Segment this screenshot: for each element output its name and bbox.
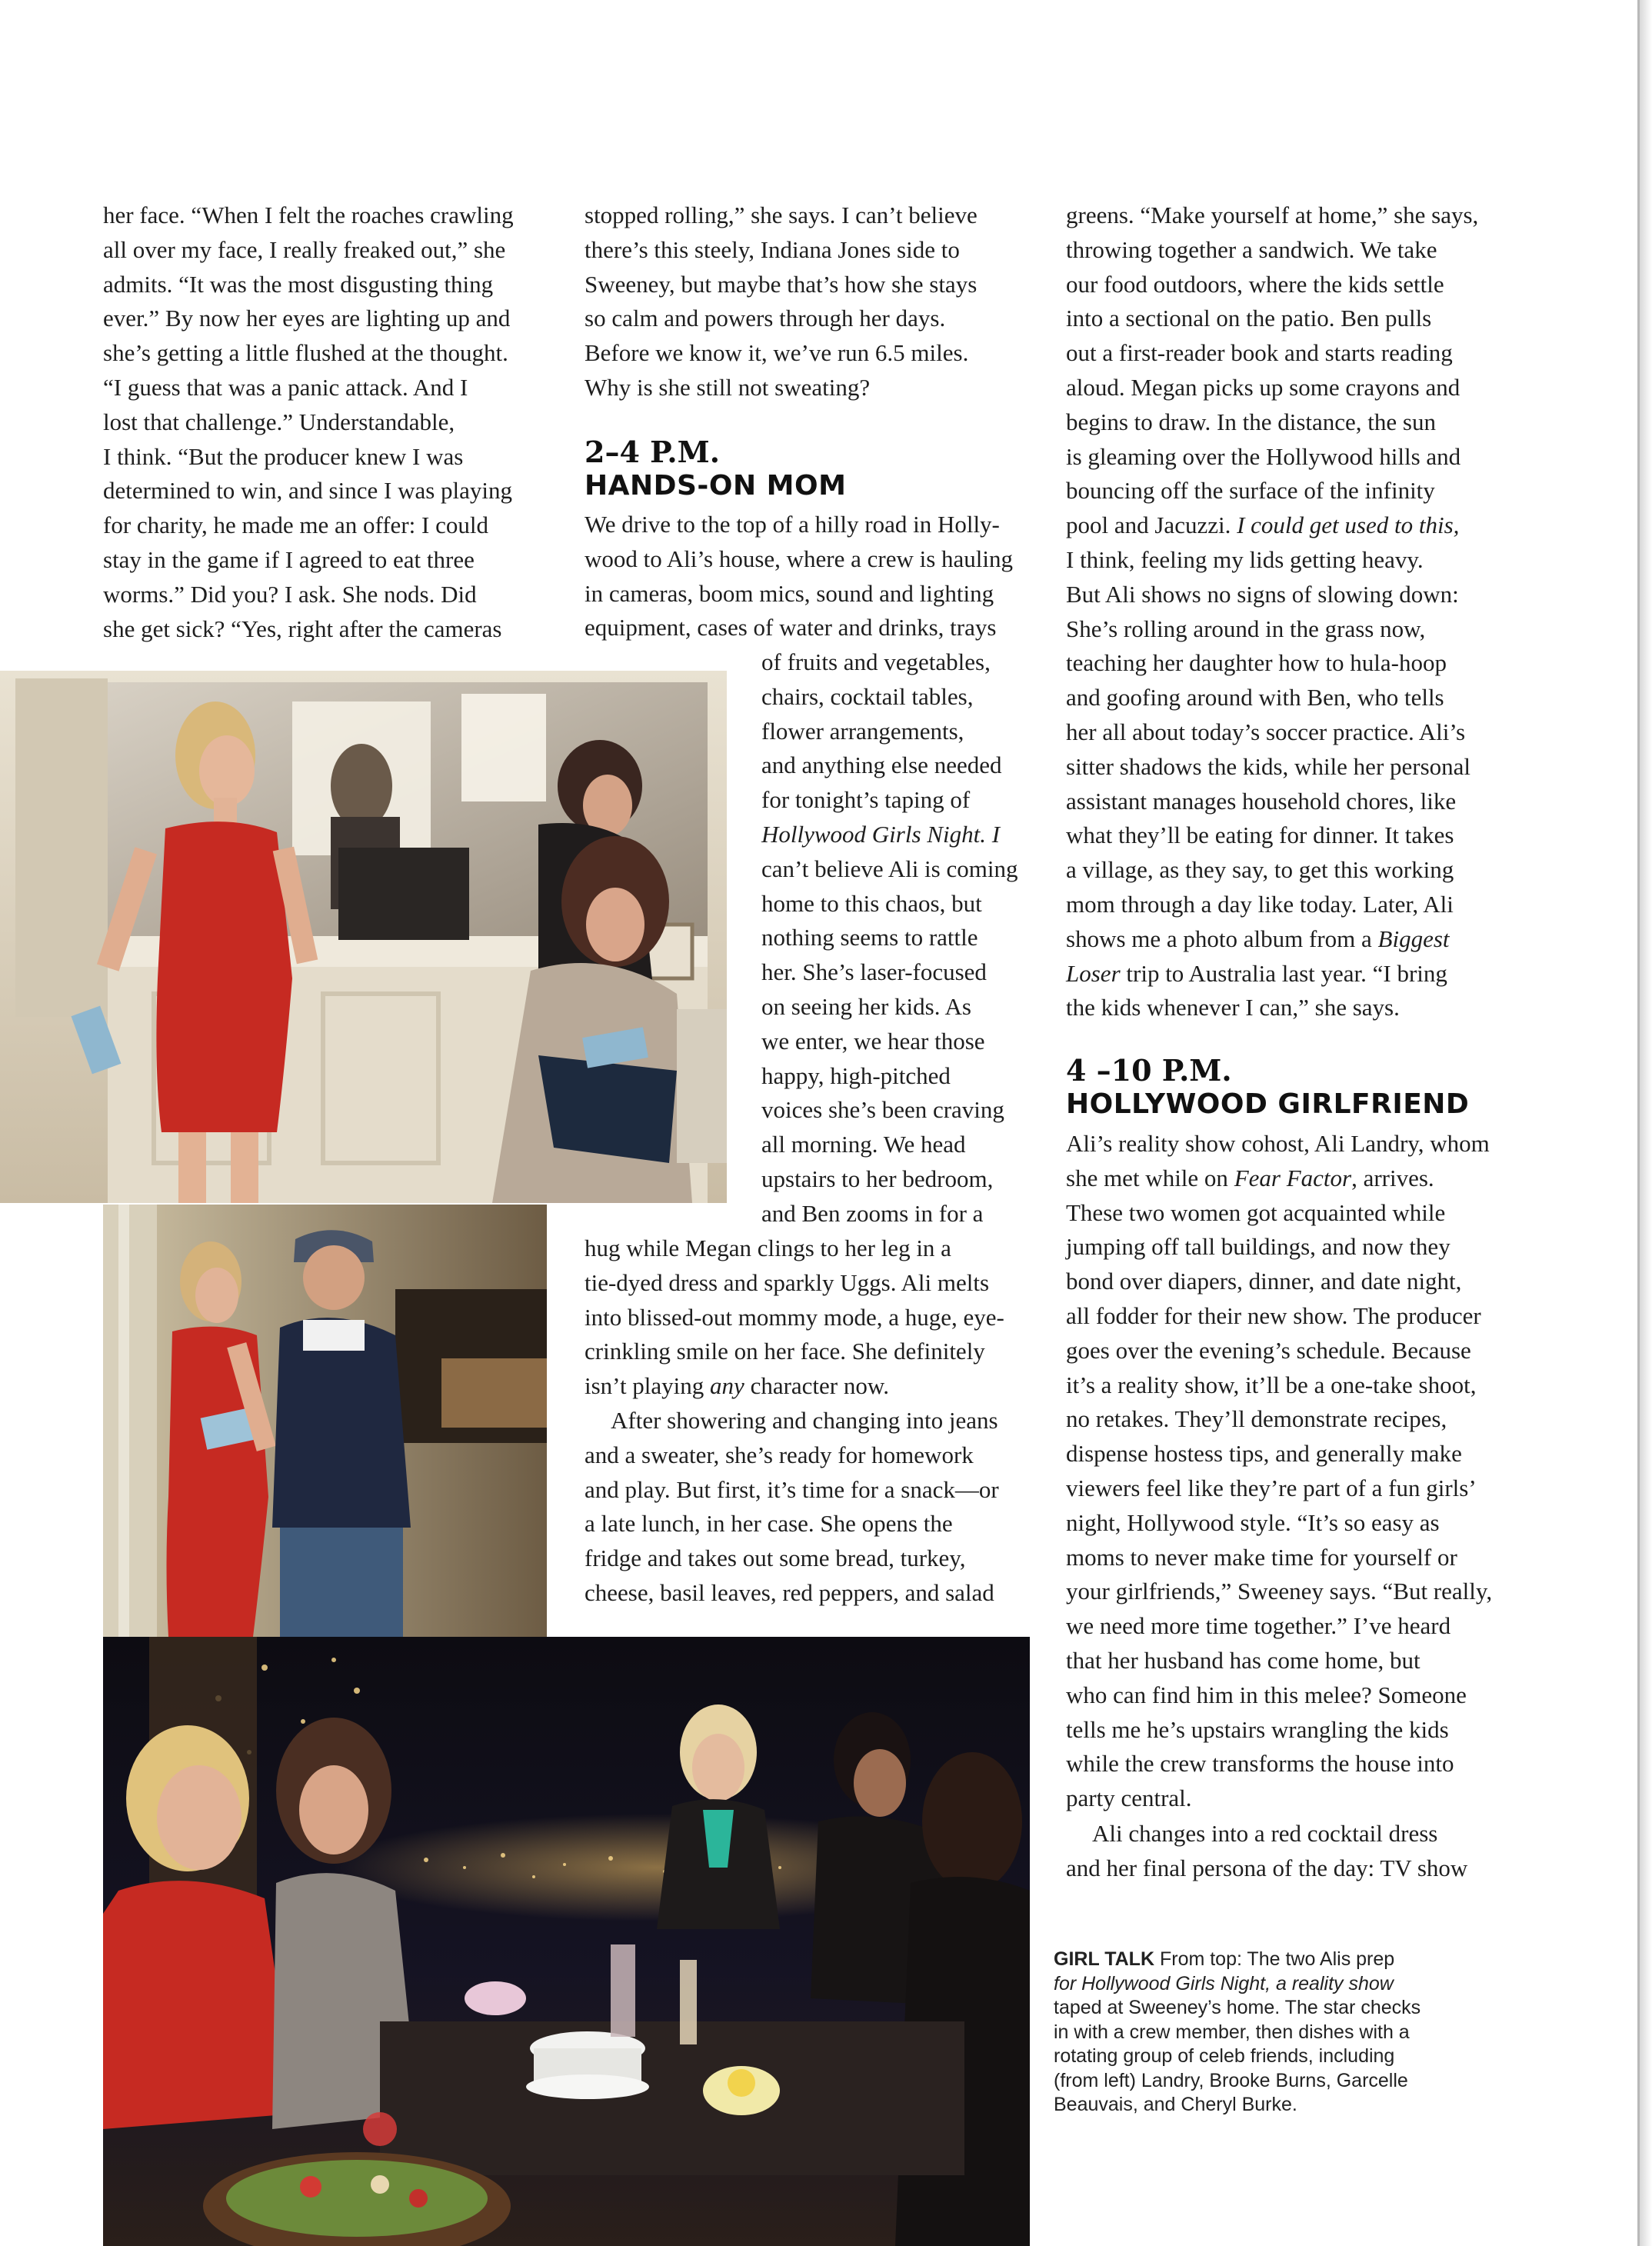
text-line: ever.” By now her eyes are lighting up and	[103, 305, 511, 332]
text-line: and anything else needed	[761, 751, 1002, 779]
text-line: Before we know it, we’ve run 6.5 miles.	[585, 339, 969, 367]
section-heading-hands-on-mom	[585, 435, 846, 503]
text-line: all morning. We head	[761, 1131, 966, 1158]
text-line: admits. “It was the most disgusting thing	[103, 270, 494, 298]
text-line: and a sweater, she’s ready for homework	[585, 1441, 974, 1468]
text-line: while the crew transforms the house into	[1066, 1750, 1454, 1778]
text-line: who can find him in this melee? Someone	[1066, 1681, 1467, 1708]
text-line: wood to Ali’s house, where a crew is hauling	[585, 545, 1014, 572]
text-line: These two women got acquainted while	[1066, 1198, 1446, 1226]
text-line: tie-dyed dress and sparkly Uggs. Ali melts	[585, 1268, 990, 1296]
text-line: she’s getting a little flushed at the thought.	[103, 339, 508, 367]
text-line: aloud. Megan picks up some crayons and	[1066, 373, 1460, 401]
text-line: her face. “When I felt the roaches crawling	[103, 202, 514, 228]
body-paragraph	[585, 1404, 1032, 1611]
photo-prep-bathroom	[0, 671, 727, 1203]
text-line: moms to never make time for yourself or	[1066, 1543, 1457, 1571]
text-line: is gleaming over the Hollywood hills and	[1066, 442, 1461, 470]
photo-night-dinner-illustration	[103, 1637, 1030, 2246]
text-line: we enter, we hear those	[761, 1027, 985, 1055]
caption-line: in with a crew member, then dishes with a	[1054, 2021, 1410, 2043]
text-line: lost that challenge.” Understandable,	[103, 408, 455, 435]
text-line: all over my face, I really freaked out,” she	[103, 235, 506, 263]
text-line: Why is she still not sweating?	[585, 373, 871, 401]
text-line: happy, high-pitched	[761, 1061, 951, 1089]
text-line: it’s a reality show, it’ll be a one-take shoot,	[1066, 1371, 1477, 1398]
body-paragraph	[1066, 198, 1514, 1025]
text-line: goes over the evening’s schedule. Because	[1066, 1336, 1471, 1364]
text-line: she get sick? “Yes, right after the cameras	[103, 615, 502, 642]
photo-night-dinner	[103, 1637, 1030, 2246]
photo-crew-checkin-illustration	[103, 1205, 547, 1637]
text-line: throwing together a sandwich. We take	[1066, 235, 1437, 263]
text-line: her all about today’s soccer practice. Ali’s	[1066, 718, 1466, 745]
heading-title: HOLLYWOOD GIRLFRIEND	[1066, 1088, 1470, 1120]
text-line: sitter shadows the kids, while her personal	[1066, 752, 1471, 780]
heading-time: 4 –10 P.M.	[1066, 1053, 1232, 1088]
caption-text: From top: The two Alis prep	[1159, 1948, 1395, 1970]
text-line: that her husband has come home, but	[1066, 1646, 1421, 1674]
section-heading-hollywood-girlfriend	[1066, 1054, 1469, 1121]
text-line: I think. “But the producer knew I was	[103, 442, 464, 470]
text-line: for tonight’s taping of	[761, 786, 971, 814]
text-line: night, Hollywood style. “It’s so easy as	[1066, 1508, 1440, 1536]
text-line: voices she’s been craving	[761, 1096, 1004, 1124]
text-line: a village, as they say, to get this working	[1066, 856, 1454, 884]
text-line: the kids whenever I can,” she says.	[1066, 994, 1400, 1021]
photo-crew-checkin	[103, 1205, 547, 1637]
caption-line: taped at Sweeney’s home. The star checks	[1054, 1997, 1421, 2018]
text-line: all fodder for their new show. The producer	[1066, 1301, 1481, 1329]
text-line: After showering and changing into jeans	[611, 1407, 998, 1434]
text-line: teaching her daughter how to hula-hoop	[1066, 649, 1447, 677]
text-line: party central.	[1066, 1784, 1192, 1812]
text-line: mom through a day like today. Later, Ali	[1066, 890, 1454, 918]
body-paragraph-wrap	[761, 645, 1032, 1231]
heading-time: 2–4 P.M.	[585, 435, 720, 469]
text-line: and Ben zooms in for a	[761, 1199, 984, 1227]
body-paragraph	[1066, 1127, 1514, 1816]
text-line: in cameras, boom mics, sound and lighting	[585, 579, 994, 607]
photo-prep-bathroom-illustration	[0, 671, 727, 1203]
caption-line: rotating group of celeb friends, including	[1054, 2045, 1395, 2067]
text-line: of fruits and vegetables,	[761, 648, 991, 675]
text-line: Ali’s reality show cohost, Ali Landry, whom	[1066, 1130, 1490, 1157]
text-line: nothing seems to rattle	[761, 924, 978, 951]
text-line: there’s this steely, Indiana Jones side to	[585, 235, 960, 263]
text-line: pool and Jacuzzi. I could get used to this,	[1066, 512, 1460, 539]
text-line: her. She’s laser-focused	[761, 958, 987, 986]
text-line: on seeing her kids. As	[761, 992, 971, 1020]
text-line: Sweeney, but maybe that’s how she stays	[585, 270, 978, 298]
text-line: Ali changes into a red cocktail dress	[1092, 1820, 1438, 1847]
text-line: hug while Megan clings to her leg in a	[585, 1235, 951, 1261]
text-line: bond over diapers, dinner, and date night,	[1066, 1268, 1462, 1295]
text-line: stay in the game if I agreed to eat three	[103, 545, 475, 573]
text-line: begins to draw. In the distance, the sun	[1066, 408, 1436, 435]
text-line: out a first-reader book and starts reading	[1066, 339, 1453, 367]
body-paragraph	[585, 1231, 1032, 1404]
caption-line: Beauvais, and Cheryl Burke.	[1054, 2094, 1297, 2115]
caption-line: for Hollywood Girls Night, a reality show	[1054, 1972, 1394, 1994]
text-line: chairs, cocktail tables,	[761, 682, 974, 710]
text-line: isn’t playing any character now.	[585, 1372, 889, 1400]
text-line: We drive to the top of a hilly road in Holly-	[585, 511, 1000, 538]
text-line: into a sectional on the patio. Ben pulls	[1066, 305, 1432, 332]
text-line: a late lunch, in her case. She opens the	[585, 1510, 953, 1538]
text-line: can’t believe Ali is coming	[761, 855, 1018, 882]
text-line: for charity, he made me an offer: I could	[103, 512, 488, 539]
caption-line: (from left) Landry, Brooke Burns, Garcelle	[1054, 2069, 1408, 2091]
text-line: “I guess that was a panic attack. And I	[103, 373, 468, 401]
body-paragraph	[585, 508, 1032, 645]
text-line: I think, feeling my lids getting heavy.	[1066, 545, 1424, 573]
text-line: determined to win, and since I was playing	[103, 477, 513, 505]
text-line: we need more time together.” I’ve heard	[1066, 1612, 1451, 1640]
text-line: Loser trip to Australia last year. “I bring	[1066, 959, 1447, 987]
text-line: into blissed-out mommy mode, a huge, eye-	[585, 1303, 1004, 1331]
text-line: bouncing off the surface of the infinity	[1066, 477, 1435, 505]
text-line: what they’ll be eating for dinner. It takes	[1066, 821, 1454, 849]
text-line: greens. “Make yourself at home,” she says,	[1066, 202, 1479, 228]
text-line: Hollywood Girls Night. I	[761, 820, 1001, 848]
text-line: dispense hostess tips, and generally make	[1066, 1440, 1462, 1468]
body-paragraph	[103, 198, 551, 646]
text-line: But Ali shows no signs of slowing down:	[1066, 580, 1459, 608]
text-line: and her final persona of the day: TV show	[1066, 1854, 1468, 1881]
text-line: crinkling smile on her face. She definitely	[585, 1338, 985, 1365]
body-paragraph	[1066, 1817, 1514, 1886]
text-line: so calm and powers through her days.	[585, 305, 946, 332]
text-line: worms.” Did you? I ask. She nods. Did	[103, 580, 477, 608]
text-line: home to this chaos, but	[761, 889, 982, 917]
text-line: viewers feel like they’re part of a fun girls’	[1066, 1474, 1477, 1501]
text-line: equipment, cases of water and drinks, trays	[585, 614, 997, 641]
page-edge	[1637, 0, 1652, 2246]
text-line: fridge and takes out some bread, turkey,	[585, 1545, 966, 1572]
text-line: cheese, basil leaves, red peppers, and salad	[585, 1578, 994, 1606]
text-line: and goofing around with Ben, who tells	[1066, 684, 1444, 711]
text-line: shows me a photo album from a Biggest	[1066, 925, 1450, 952]
caption-label: GIRL TALK	[1054, 1948, 1155, 1970]
text-line: and play. But first, it’s time for a snack—or	[585, 1475, 999, 1503]
text-line: She’s rolling around in the grass now,	[1066, 615, 1426, 642]
photo-caption	[1054, 1948, 1484, 2118]
text-line: your girlfriends,” Sweeney says. “But really,	[1066, 1578, 1493, 1605]
text-line: stopped rolling,” she says. I can’t believe	[585, 202, 978, 228]
text-line: tells me he’s upstairs wrangling the kids	[1066, 1715, 1449, 1743]
caption-line	[1054, 1948, 1484, 1972]
text-line: jumping off tall buildings, and now they	[1066, 1233, 1450, 1261]
text-line: no retakes. They’ll demonstrate recipes,	[1066, 1405, 1447, 1433]
text-line: assistant manages household chores, like	[1066, 787, 1457, 815]
text-line: she met while on Fear Factor, arrives.	[1066, 1164, 1434, 1191]
text-line: our food outdoors, where the kids settle	[1066, 270, 1444, 298]
body-paragraph	[585, 198, 1032, 405]
text-line: flower arrangements,	[761, 717, 964, 745]
heading-title: HANDS-ON MOM	[585, 470, 847, 502]
text-line: upstairs to her bedroom,	[761, 1165, 994, 1192]
